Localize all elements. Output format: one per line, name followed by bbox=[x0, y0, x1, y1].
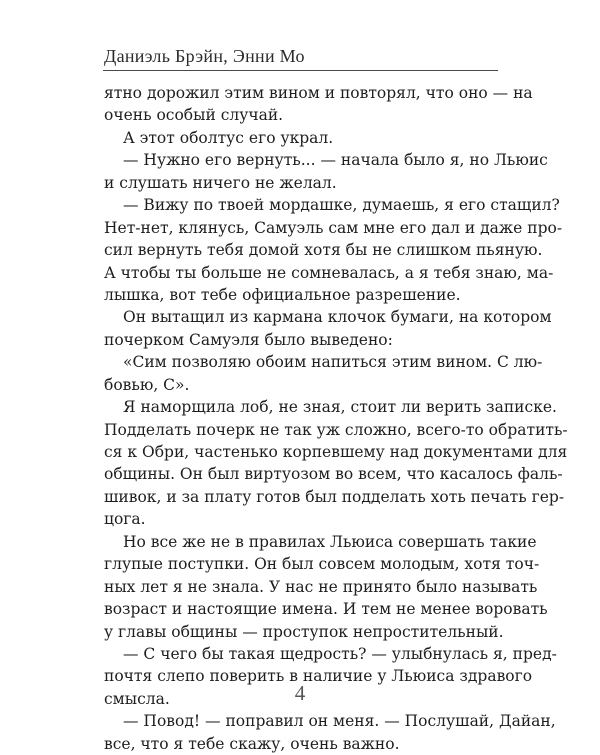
text-line: Он вытащил из кармана клочок бумаги, на котором bbox=[123, 308, 552, 327]
text-line: почтя слепо поверить в наличие у Льюиса здравого bbox=[104, 667, 533, 686]
text-line: глупые поступки. Он был совсем молодым, хотя точ- bbox=[104, 555, 540, 574]
text-line: общины. Он был виртуозом во всем, что касалось фаль- bbox=[104, 465, 563, 484]
text-line: сил вернуть тебя домой хотя бы не слишком пьяную. bbox=[104, 241, 543, 260]
body-text bbox=[104, 82, 568, 755]
header-rule bbox=[103, 70, 498, 71]
text-line: очень особый случай. bbox=[104, 106, 284, 125]
text-line: все, что я тебе скажу, очень важно. bbox=[104, 734, 400, 753]
text-line: у главы общины — проступок непростительный. bbox=[104, 622, 504, 641]
text-line: ных лет я не знала. У нас не принято было называть bbox=[104, 577, 538, 596]
text-line: — Нужно его вернуть... — начала было я, но Льюис bbox=[123, 151, 548, 170]
text-line: бовью, С». bbox=[104, 375, 190, 394]
text-line: А чтобы ты больше не сомневалась, а я тебя знаю, ма- bbox=[104, 263, 554, 282]
text-line: Я наморщила лоб, не зная, стоит ли верить записке. bbox=[123, 398, 557, 417]
text-line: лышка, вот тебе официальное разрешение. bbox=[104, 285, 461, 304]
text-line: шивок, и за плату готов был подделать хоть печать гер- bbox=[104, 487, 565, 506]
text-line: и слушать ничего не желал. bbox=[104, 173, 337, 192]
running-header: Даниэль Брэйн, Энни Мо bbox=[104, 46, 305, 66]
text-line: ся к Обри, частенько корпевшему над документами для bbox=[104, 443, 568, 461]
text-line: ятно дорожил этим вином и повторял, что оно — на bbox=[104, 84, 533, 102]
text-line: цога. bbox=[104, 510, 146, 529]
text-line: Подделать почерк не так уж сложно, всего-то обратить- bbox=[104, 420, 568, 439]
text-line: возраст и настоящие имена. И тем не менее воровать bbox=[104, 600, 548, 619]
text-line: Но все же не в правилах Льюиса совершать такие bbox=[123, 532, 537, 551]
text-line: А этот оболтус его украл. bbox=[123, 128, 334, 147]
text-line: — Повод! — поправил он меня. — Послушай, Дайан, bbox=[123, 712, 556, 731]
page-number: 4 bbox=[294, 681, 306, 705]
text-line: — Вижу по твоей мордашке, думаешь, я его стащил? bbox=[123, 196, 560, 215]
text-line: почерком Самуэля было выведено: bbox=[104, 330, 393, 349]
text-line: — С чего бы такая щедрость? — улыбнулась я, пред- bbox=[123, 644, 557, 663]
text-line: «Сим позволяю обоим напиться этим вином. С лю- bbox=[123, 353, 543, 372]
text-line: смысла. bbox=[104, 689, 170, 708]
text-line: Нет-нет, клянусь, Самуэль сам мне его дал и даже про- bbox=[104, 218, 563, 237]
